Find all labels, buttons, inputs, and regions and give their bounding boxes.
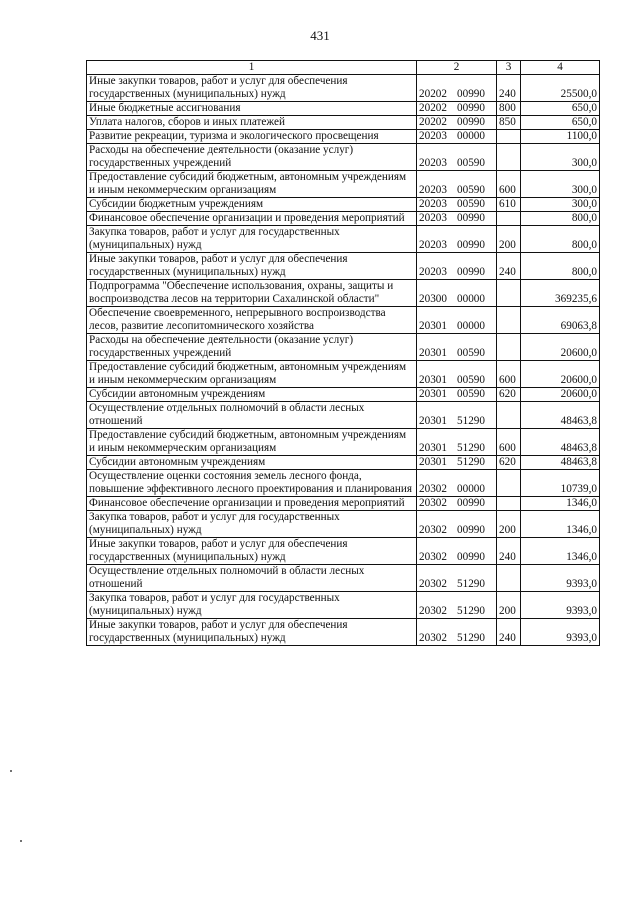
row-description: Предоставление субсидий бюджетным, автономным учреждениям и иным некоммерческим организациям bbox=[87, 361, 417, 388]
row-amount: 650,0 bbox=[521, 116, 600, 130]
code-program-part: 20300 bbox=[419, 293, 447, 305]
code-program-part: 20203 bbox=[419, 130, 447, 142]
row-description: Закупка товаров, работ и услуг для государственных (муниципальных) нужд bbox=[87, 511, 417, 538]
code-program-part: 20302 bbox=[419, 483, 447, 495]
row-description: Уплата налогов, сборов и иных платежей bbox=[87, 116, 417, 130]
table-row bbox=[87, 388, 600, 402]
row-description: Субсидии автономным учреждениям bbox=[87, 456, 417, 470]
row-description: Развитие рекреации, туризма и экологического просвещения bbox=[87, 130, 417, 144]
row-description: Иные бюджетные ассигнования bbox=[87, 102, 417, 116]
row-description: Субсидии автономным учреждениям bbox=[87, 388, 417, 402]
row-expense-type bbox=[497, 402, 521, 429]
header-col-1: 1 bbox=[87, 61, 417, 75]
code-program-part: 20203 bbox=[419, 184, 447, 196]
row-expense-type: 620 bbox=[497, 388, 521, 402]
row-amount: 300,0 bbox=[521, 171, 600, 198]
code-program-part: 20302 bbox=[419, 632, 447, 644]
code-direction-part: 00590 bbox=[457, 184, 485, 196]
row-target-code bbox=[417, 592, 497, 619]
code-program-part: 20301 bbox=[419, 374, 447, 386]
row-target-code bbox=[417, 388, 497, 402]
row-target-code bbox=[417, 116, 497, 130]
row-amount: 20600,0 bbox=[521, 334, 600, 361]
row-amount: 369235,6 bbox=[521, 280, 600, 307]
row-expense-type: 240 bbox=[497, 619, 521, 646]
row-target-code bbox=[417, 280, 497, 307]
row-amount: 800,0 bbox=[521, 212, 600, 226]
table-row bbox=[87, 497, 600, 511]
code-direction-part: 00590 bbox=[457, 198, 485, 210]
table-body bbox=[87, 75, 600, 646]
row-target-code bbox=[417, 144, 497, 171]
row-expense-type bbox=[497, 130, 521, 144]
row-amount: 20600,0 bbox=[521, 388, 600, 402]
table-header-row bbox=[87, 61, 600, 75]
code-program-part: 20302 bbox=[419, 524, 447, 536]
code-direction-part: 51290 bbox=[457, 578, 485, 590]
code-program-part: 20202 bbox=[419, 88, 447, 100]
row-expense-type bbox=[497, 307, 521, 334]
code-program-part: 20302 bbox=[419, 578, 447, 590]
table-row bbox=[87, 456, 600, 470]
row-amount: 650,0 bbox=[521, 102, 600, 116]
row-description: Финансовое обеспечение организации и проведения мероприятий bbox=[87, 212, 417, 226]
code-program-part: 20202 bbox=[419, 102, 447, 114]
row-target-code bbox=[417, 102, 497, 116]
table-row bbox=[87, 619, 600, 646]
row-description: Предоставление субсидий бюджетным, автономным учреждениям и иным некоммерческим организациям bbox=[87, 429, 417, 456]
code-direction-part: 00590 bbox=[457, 157, 485, 169]
row-amount: 9393,0 bbox=[521, 592, 600, 619]
row-target-code bbox=[417, 198, 497, 212]
row-amount: 800,0 bbox=[521, 226, 600, 253]
code-direction-part: 00990 bbox=[457, 497, 485, 509]
row-amount: 10739,0 bbox=[521, 470, 600, 497]
table-row bbox=[87, 470, 600, 497]
table-row bbox=[87, 253, 600, 280]
row-expense-type bbox=[497, 470, 521, 497]
code-program-part: 20202 bbox=[419, 116, 447, 128]
budget-table bbox=[86, 60, 600, 646]
table-row bbox=[87, 144, 600, 171]
table-row bbox=[87, 538, 600, 565]
row-description: Осуществление отдельных полномочий в области лесных отношений bbox=[87, 565, 417, 592]
row-description: Закупка товаров, работ и услуг для государственных (муниципальных) нужд bbox=[87, 226, 417, 253]
scan-speck bbox=[10, 770, 12, 772]
code-direction-part: 51290 bbox=[457, 415, 485, 427]
row-description: Предоставление субсидий бюджетным, автономным учреждениям и иным некоммерческим организациям bbox=[87, 171, 417, 198]
page-number: 431 bbox=[310, 28, 330, 43]
code-direction-part: 00990 bbox=[457, 102, 485, 114]
code-program-part: 20203 bbox=[419, 198, 447, 210]
row-description: Иные закупки товаров, работ и услуг для обеспечения государственных (муниципальных) нужд bbox=[87, 619, 417, 646]
row-amount: 9393,0 bbox=[521, 619, 600, 646]
code-direction-part: 51290 bbox=[457, 632, 485, 644]
row-description: Осуществление оценки состояния земель лесного фонда, повышение эффективного лесного проектирования и планирования bbox=[87, 470, 417, 497]
row-target-code bbox=[417, 212, 497, 226]
code-direction-part: 00590 bbox=[457, 347, 485, 359]
row-expense-type: 600 bbox=[497, 171, 521, 198]
code-program-part: 20203 bbox=[419, 212, 447, 224]
table-row bbox=[87, 361, 600, 388]
code-direction-part: 51290 bbox=[457, 456, 485, 468]
table-row bbox=[87, 226, 600, 253]
row-description: Подпрограмма "Обеспечение использования, охраны, защиты и воспроизводства лесов на территории Сахалинской области" bbox=[87, 280, 417, 307]
table-row bbox=[87, 102, 600, 116]
row-amount: 300,0 bbox=[521, 198, 600, 212]
row-description: Субсидии бюджетным учреждениям bbox=[87, 198, 417, 212]
row-amount: 48463,8 bbox=[521, 429, 600, 456]
code-program-part: 20301 bbox=[419, 456, 447, 468]
table-row bbox=[87, 171, 600, 198]
code-program-part: 20301 bbox=[419, 320, 447, 332]
table-row bbox=[87, 511, 600, 538]
table-row bbox=[87, 429, 600, 456]
row-amount: 1100,0 bbox=[521, 130, 600, 144]
header-col-4: 4 bbox=[521, 61, 600, 75]
row-description: Иные закупки товаров, работ и услуг для обеспечения государственных (муниципальных) нужд bbox=[87, 253, 417, 280]
row-target-code bbox=[417, 171, 497, 198]
row-expense-type: 800 bbox=[497, 102, 521, 116]
row-expense-type bbox=[497, 212, 521, 226]
row-expense-type: 620 bbox=[497, 456, 521, 470]
row-expense-type: 200 bbox=[497, 592, 521, 619]
table-row bbox=[87, 334, 600, 361]
row-description: Иные закупки товаров, работ и услуг для обеспечения государственных (муниципальных) нужд bbox=[87, 75, 417, 102]
code-direction-part: 00990 bbox=[457, 524, 485, 536]
table-row bbox=[87, 75, 600, 102]
row-description: Расходы на обеспечение деятельности (оказание услуг) государственных учреждений bbox=[87, 334, 417, 361]
code-program-part: 20302 bbox=[419, 497, 447, 509]
row-description: Осуществление отдельных полномочий в области лесных отношений bbox=[87, 402, 417, 429]
header-col-2: 2 bbox=[417, 61, 497, 75]
table-row bbox=[87, 402, 600, 429]
row-description: Финансовое обеспечение организации и проведения мероприятий bbox=[87, 497, 417, 511]
row-target-code bbox=[417, 75, 497, 102]
row-description: Закупка товаров, работ и услуг для государственных (муниципальных) нужд bbox=[87, 592, 417, 619]
row-expense-type bbox=[497, 280, 521, 307]
row-target-code bbox=[417, 619, 497, 646]
code-program-part: 20203 bbox=[419, 157, 447, 169]
row-target-code bbox=[417, 565, 497, 592]
table-row bbox=[87, 212, 600, 226]
row-target-code bbox=[417, 226, 497, 253]
table-row bbox=[87, 130, 600, 144]
code-program-part: 20301 bbox=[419, 442, 447, 454]
scan-speck bbox=[20, 840, 22, 842]
code-direction-part: 00590 bbox=[457, 374, 485, 386]
row-description: Иные закупки товаров, работ и услуг для обеспечения государственных (муниципальных) нужд bbox=[87, 538, 417, 565]
row-amount: 1346,0 bbox=[521, 538, 600, 565]
table-row bbox=[87, 592, 600, 619]
code-direction-part: 00990 bbox=[457, 88, 485, 100]
code-program-part: 20301 bbox=[419, 415, 447, 427]
row-expense-type bbox=[497, 497, 521, 511]
row-target-code bbox=[417, 456, 497, 470]
code-direction-part: 51290 bbox=[457, 605, 485, 617]
code-direction-part: 00990 bbox=[457, 239, 485, 251]
row-amount: 20600,0 bbox=[521, 361, 600, 388]
code-program-part: 20302 bbox=[419, 605, 447, 617]
row-expense-type bbox=[497, 144, 521, 171]
row-target-code bbox=[417, 307, 497, 334]
code-direction-part: 00000 bbox=[457, 483, 485, 495]
row-target-code bbox=[417, 253, 497, 280]
table-row bbox=[87, 116, 600, 130]
row-target-code bbox=[417, 334, 497, 361]
row-amount: 1346,0 bbox=[521, 511, 600, 538]
code-program-part: 20301 bbox=[419, 347, 447, 359]
row-target-code bbox=[417, 470, 497, 497]
row-expense-type: 240 bbox=[497, 75, 521, 102]
row-amount: 48463,8 bbox=[521, 402, 600, 429]
code-direction-part: 00000 bbox=[457, 320, 485, 332]
table-row bbox=[87, 198, 600, 212]
table-row bbox=[87, 307, 600, 334]
row-amount: 48463,8 bbox=[521, 456, 600, 470]
code-program-part: 20302 bbox=[419, 551, 447, 563]
row-amount: 800,0 bbox=[521, 253, 600, 280]
code-program-part: 20203 bbox=[419, 266, 447, 278]
row-amount: 300,0 bbox=[521, 144, 600, 171]
row-target-code bbox=[417, 130, 497, 144]
row-expense-type bbox=[497, 334, 521, 361]
row-target-code bbox=[417, 361, 497, 388]
row-expense-type bbox=[497, 565, 521, 592]
row-target-code bbox=[417, 429, 497, 456]
row-target-code bbox=[417, 511, 497, 538]
code-direction-part: 00990 bbox=[457, 551, 485, 563]
code-direction-part: 00990 bbox=[457, 266, 485, 278]
row-expense-type: 200 bbox=[497, 511, 521, 538]
row-amount: 25500,0 bbox=[521, 75, 600, 102]
table-row bbox=[87, 565, 600, 592]
row-expense-type: 850 bbox=[497, 116, 521, 130]
row-amount: 69063,8 bbox=[521, 307, 600, 334]
row-target-code bbox=[417, 497, 497, 511]
code-direction-part: 00990 bbox=[457, 116, 485, 128]
code-program-part: 20203 bbox=[419, 239, 447, 251]
code-direction-part: 00000 bbox=[457, 293, 485, 305]
row-expense-type: 600 bbox=[497, 429, 521, 456]
row-expense-type: 240 bbox=[497, 538, 521, 565]
row-expense-type: 600 bbox=[497, 361, 521, 388]
code-program-part: 20301 bbox=[419, 388, 447, 400]
row-expense-type: 200 bbox=[497, 226, 521, 253]
row-amount: 1346,0 bbox=[521, 497, 600, 511]
row-amount: 9393,0 bbox=[521, 565, 600, 592]
row-expense-type: 610 bbox=[497, 198, 521, 212]
code-direction-part: 00000 bbox=[457, 130, 485, 142]
row-description: Расходы на обеспечение деятельности (оказание услуг) государственных учреждений bbox=[87, 144, 417, 171]
code-direction-part: 00990 bbox=[457, 212, 485, 224]
code-direction-part: 00590 bbox=[457, 388, 485, 400]
header-col-3: 3 bbox=[497, 61, 521, 75]
row-target-code bbox=[417, 538, 497, 565]
row-expense-type: 240 bbox=[497, 253, 521, 280]
code-direction-part: 51290 bbox=[457, 442, 485, 454]
row-target-code bbox=[417, 402, 497, 429]
table-row bbox=[87, 280, 600, 307]
row-description: Обеспечение своевременного, непрерывного воспроизводства лесов, развитие лесопитомнического хозяйства bbox=[87, 307, 417, 334]
